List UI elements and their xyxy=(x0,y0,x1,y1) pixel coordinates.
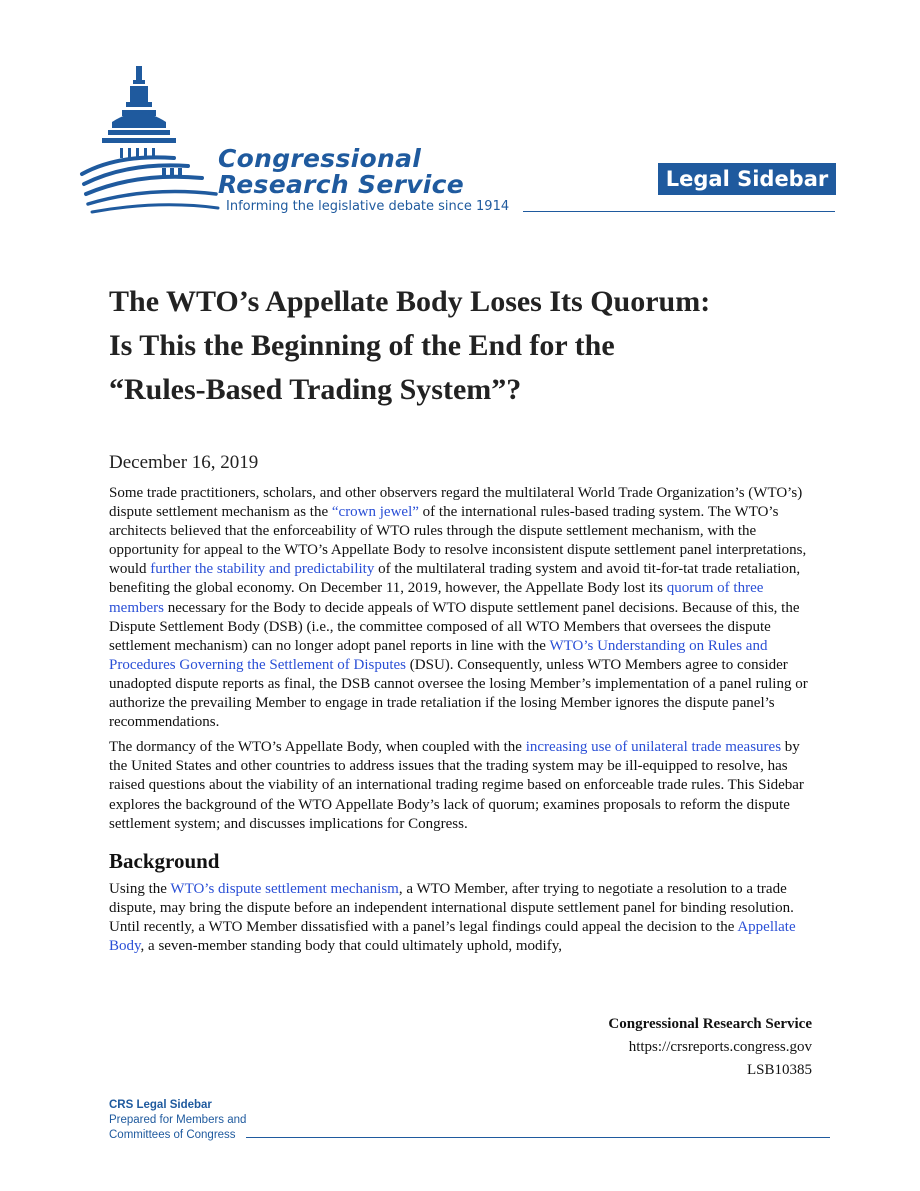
footer-org: Congressional Research Service xyxy=(608,1016,812,1032)
footer-url[interactable]: https://crsreports.congress.gov xyxy=(628,1039,812,1055)
paragraph-2 xyxy=(109,738,813,833)
text-run: Using the xyxy=(109,880,171,897)
title-line-2: Is This the Beginning of the End for the xyxy=(109,329,615,362)
text-run: (DSU). Consequently, unless WTO Members agree to consider unadopted dispute reports as final, the DSB cannot oversee the losing Member’s implementation of a panel ruling or authorize the prevailing Member to engage in trade retaliation if the losing Member ignores the dispute panel’s recommendations. xyxy=(109,656,808,731)
link-dsu[interactable]: WTO’s Understanding on Rules and Procedures Governing the Settlement of Disputes xyxy=(109,637,768,673)
text-run: of the international rules-based trading system. The WTO’s architects believed that the enforceability of WTO rules through the dispute settlement mechanism, with the opportunity for appeal to the WTO’s Appellate Body to resolve inconsistent dispute settlement panel interpretations, would xyxy=(109,504,807,578)
footer-imprint xyxy=(109,1098,246,1143)
link-appellate-body[interactable]: Appellate Body xyxy=(109,918,796,954)
crs-wordmark-line2: Research Service xyxy=(218,170,465,199)
article-body xyxy=(109,484,813,962)
publication-date: December 16, 2019 xyxy=(109,452,259,473)
link-dispute-settlement[interactable]: WTO’s dispute settlement mechanism xyxy=(170,880,399,897)
legal-sidebar-badge: Legal Sidebar xyxy=(658,163,836,195)
footer-imprint-line3: Committees of Congress xyxy=(109,1129,236,1141)
link-unilateral-measures[interactable]: increasing use of unilateral trade measures xyxy=(525,739,782,756)
crs-wordmark xyxy=(218,146,464,198)
text-run: necessary for the Body to decide appeals of WTO dispute settlement panel decisions. Because of this, the Dispute Settlement Body (DSB) (i.e., the committee composed of all WTO Members that oversees the dispute settlement mechanism) can no longer adopt panel reports in line with the xyxy=(109,599,800,654)
title-line-3: “Rules-Based Trading System”? xyxy=(109,373,522,406)
paragraph-1 xyxy=(109,484,813,732)
text-run: , a seven-member standing body that could ultimately uphold, modify, xyxy=(140,937,562,954)
crs-header xyxy=(78,62,838,222)
footer-imprint-line1: CRS Legal Sidebar xyxy=(109,1099,212,1111)
header-divider xyxy=(523,211,835,212)
footer-imprint-line2: Prepared for Members and xyxy=(109,1114,247,1126)
page-title xyxy=(109,280,849,412)
section-heading-background: Background xyxy=(109,848,220,873)
link-crown-jewel[interactable]: “crown jewel” xyxy=(331,504,419,521)
paragraph-3 xyxy=(109,880,813,956)
crs-tagline: Informing the legislative debate since 1914 xyxy=(226,199,510,214)
text-run: by the United States and other countries to address issues that the trading system may be ill-equipped to resolve, has raised questions about the viability of an international trading regime based on enforceable trade rules. This Sidebar explores the background of the WTO Appellate Body’s lack of quorum; examines proposals to reform the dispute settlement system; and discusses implications for Congress. xyxy=(109,739,804,832)
footer-citation xyxy=(608,1013,812,1082)
text-run: The dormancy of the WTO’s Appellate Body, when coupled with the xyxy=(109,739,526,756)
link-stability-predictability[interactable]: further the stability and predictability xyxy=(150,561,375,578)
text-run: , a WTO Member, after trying to negotiate a resolution to a trade dispute, may bring the dispute before an independent international dispute settlement panel for binding resolution. Until recently, a WTO Member dissatisfied with a panel’s legal findings could appeal the decision to the xyxy=(109,880,794,935)
text-run: Some trade practitioners, scholars, and other observers regard the multilateral World Trade Organization’s (WTO’s) dispute settlement mechanism as the xyxy=(109,485,803,521)
link-quorum[interactable]: quorum of three members xyxy=(109,580,764,616)
capitol-dome-logo-icon xyxy=(78,62,228,222)
crs-wordmark-line1: Congressional xyxy=(218,144,422,173)
text-run: of the multilateral trading system and avoid tit-for-tat trade retaliation, benefiting the global economy. On December 11, 2019, however, the Appellate Body lost its xyxy=(109,561,801,597)
footer-divider xyxy=(246,1137,830,1138)
report-code: LSB10385 xyxy=(746,1062,812,1078)
title-line-1: The WTO’s Appellate Body Loses Its Quorum: xyxy=(109,285,711,318)
